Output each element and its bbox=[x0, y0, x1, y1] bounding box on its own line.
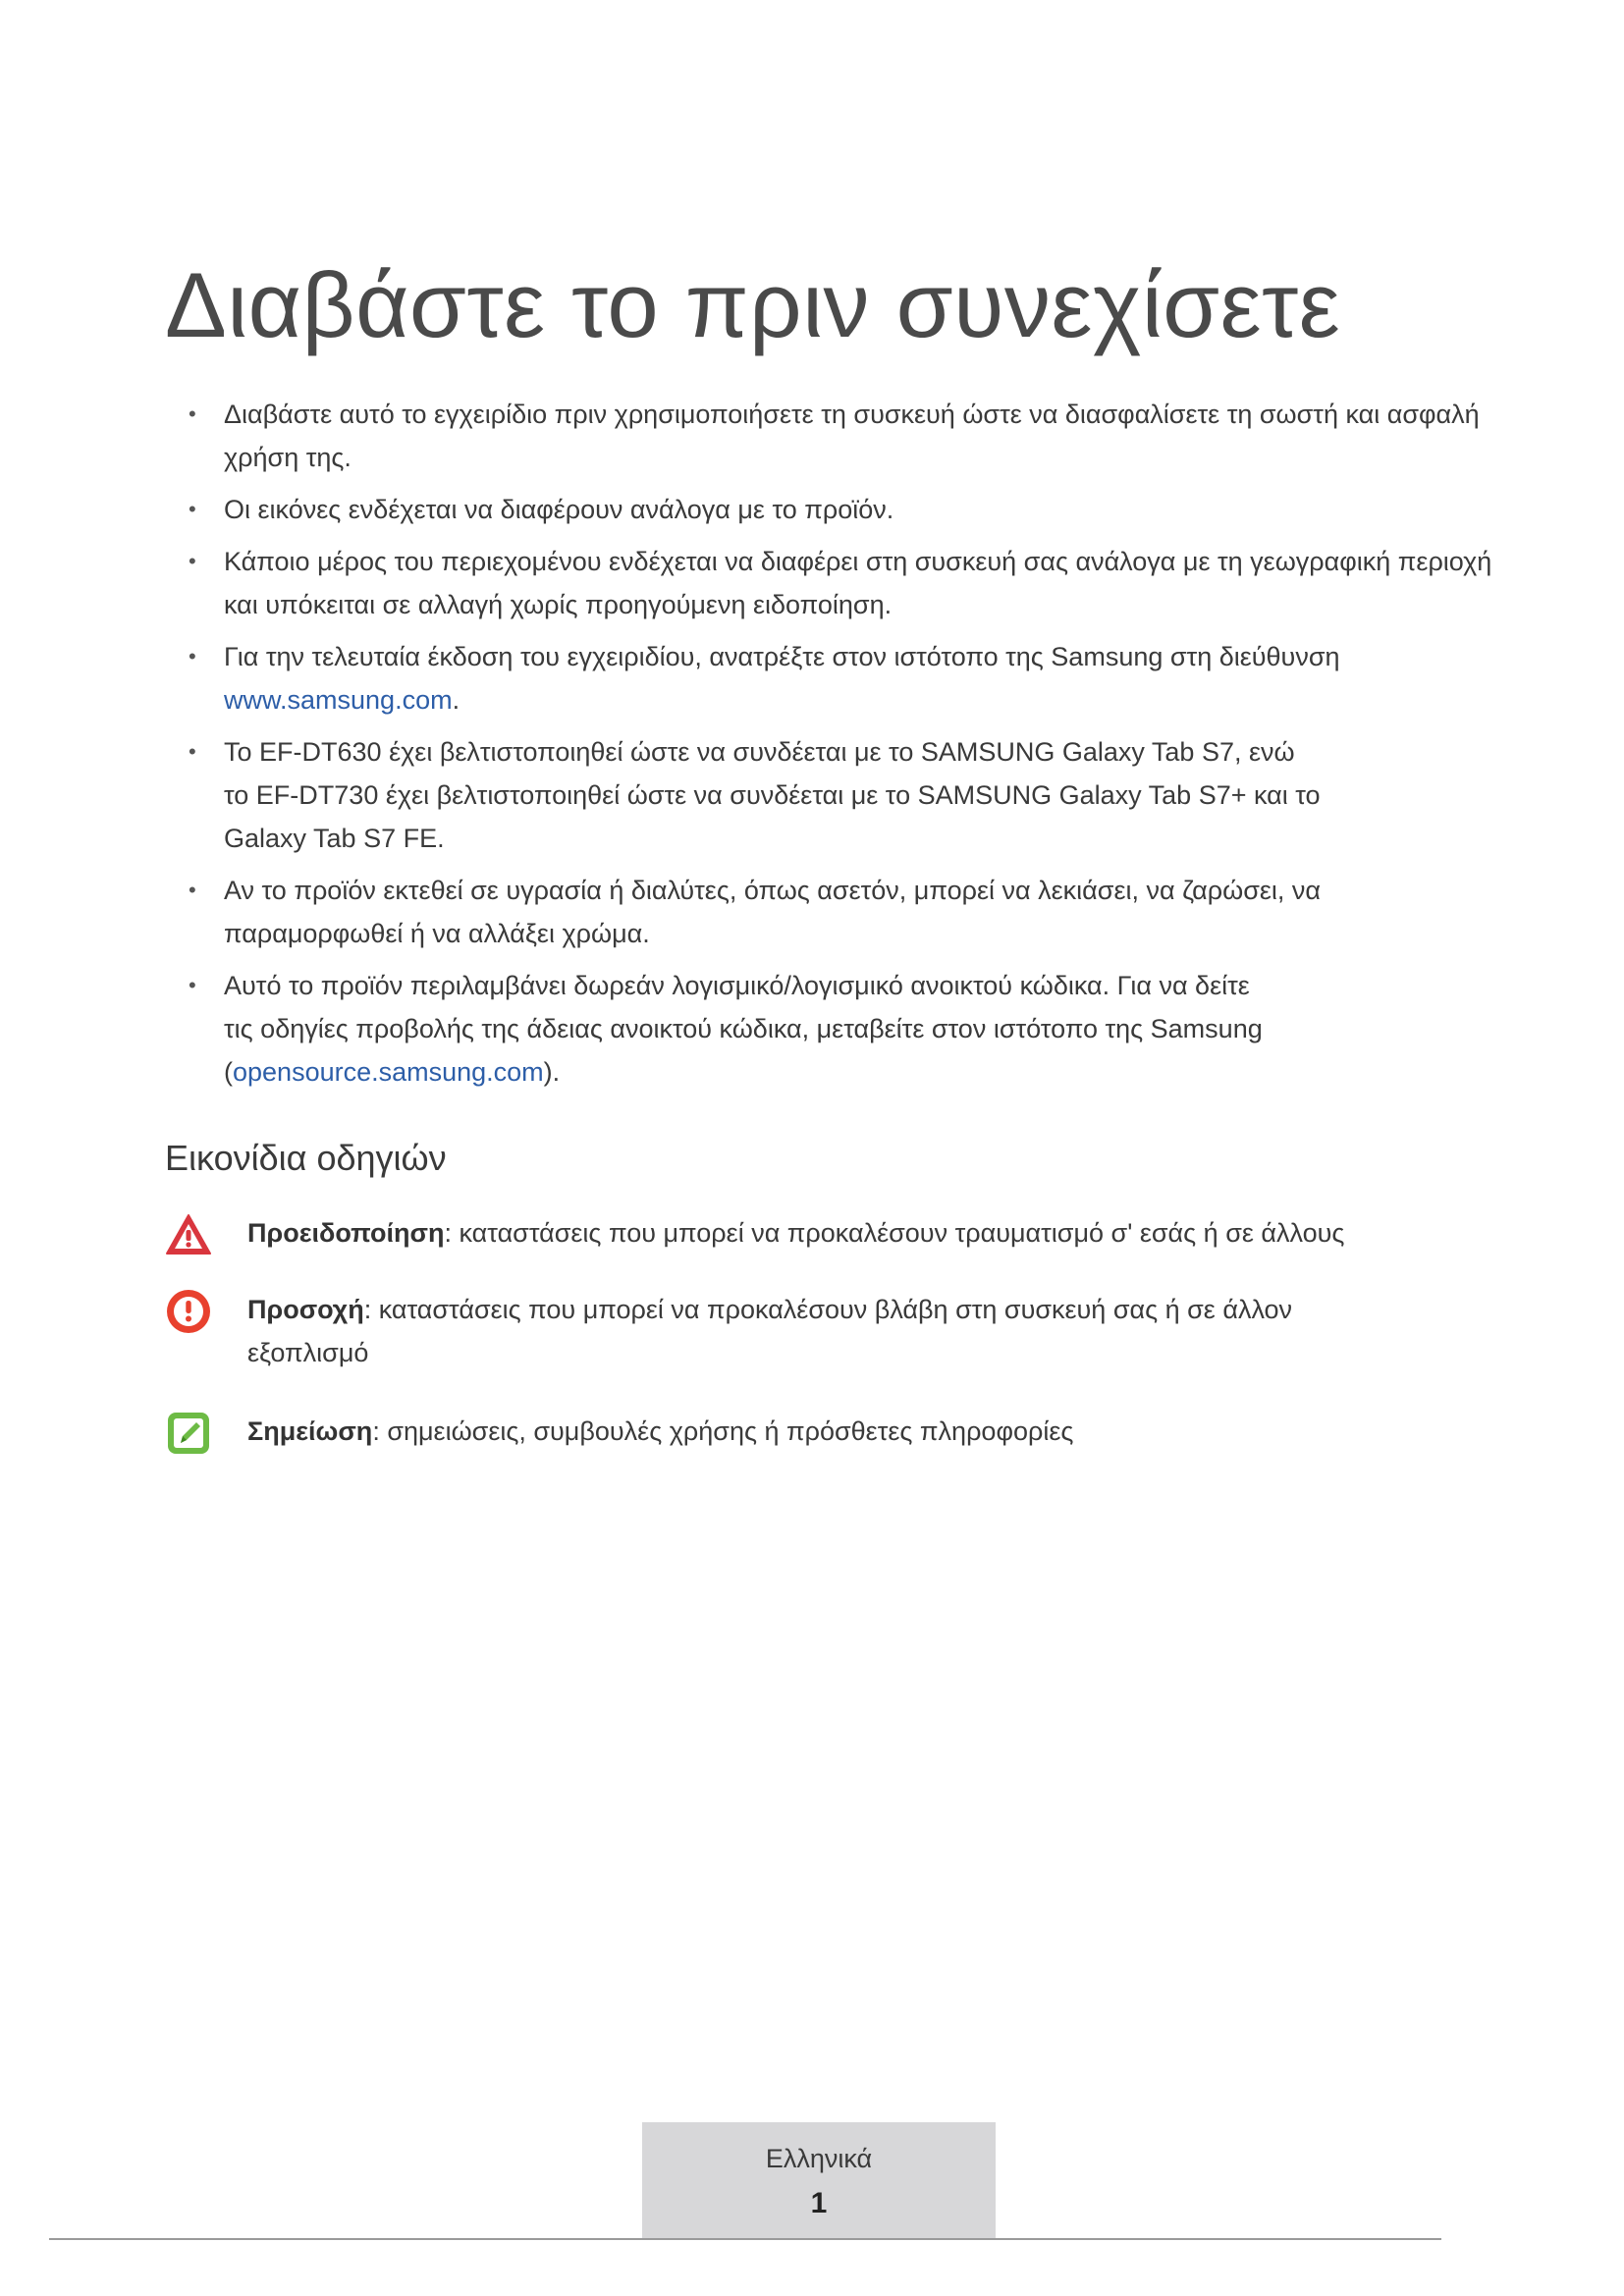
bullet-line: Το EF-DT630 έχει βελτιστοποιηθεί ώστε να συνδέεται με το SAMSUNG Galaxy Tab S7, ενώ bbox=[224, 737, 1295, 767]
bullet-dot: • bbox=[189, 644, 196, 668]
icon-desc: : καταστάσεις που μπορεί να προκαλέσουν βλάβη στη συσκευή σας ή σε άλλον bbox=[363, 1295, 1293, 1324]
page-title: Διαβάστε το πριν συνεχίσετε bbox=[165, 253, 1341, 356]
bullet-dot: • bbox=[189, 739, 196, 764]
bullet-text-end: . bbox=[452, 685, 460, 715]
icon-description bbox=[247, 1410, 1455, 1453]
bullet-text-end: ). bbox=[543, 1057, 561, 1087]
footer-divider bbox=[49, 2238, 1441, 2240]
bullet-line: το EF-DT730 έχει βελτιστοποιηθεί ώστε να συνδέεται με το SAMSUNG Galaxy Tab S7+ και το bbox=[224, 780, 1321, 810]
bullet-dot: • bbox=[189, 401, 196, 426]
bullet-dot: • bbox=[189, 973, 196, 997]
note-pencil-icon bbox=[165, 1410, 212, 1457]
bullet-line: Αυτό το προϊόν περιλαμβάνει δωρεάν λογισμικό/λογισμικό ανοικτού κώδικα. Για να δείτε bbox=[224, 971, 1250, 1000]
icon-term: Προσοχή bbox=[247, 1295, 364, 1324]
icon-term: Προειδοποίηση bbox=[247, 1218, 445, 1248]
bullet-line: τις οδηγίες προβολής της άδειας ανοικτού κώδικα, μεταβείτε στον ιστότοπο της Samsung bbox=[224, 1014, 1263, 1043]
bullet-line: Galaxy Tab S7 FE. bbox=[224, 824, 445, 853]
icon-term: Σημείωση bbox=[247, 1416, 373, 1446]
list-item bbox=[189, 488, 1500, 531]
bullet-dot: • bbox=[189, 497, 196, 521]
samsung-link[interactable]: www.samsung.com bbox=[224, 685, 453, 715]
bullet-text: Αν το προϊόν εκτεθεί σε υγρασία ή διαλύτες, όπως ασετόν, μπορεί να λεκιάσει, να ζαρώσει, να παραμορφωθεί ή να αλλάξει χρώμα. bbox=[224, 876, 1322, 948]
opensource-link[interactable]: opensource.samsung.com bbox=[233, 1057, 544, 1087]
icon-description bbox=[247, 1211, 1455, 1255]
list-item bbox=[189, 540, 1500, 626]
footer-tab bbox=[642, 2122, 996, 2238]
bullet-text: Διαβάστε αυτό το εγχειρίδιο πριν χρησιμοποιήσετε τη συσκευή ώστε να διασφαλίσετε τη σωστή και ασφαλή χρήση της. bbox=[224, 400, 1480, 472]
icon-description bbox=[247, 1288, 1455, 1374]
bullet-dot: • bbox=[189, 878, 196, 902]
list-item bbox=[189, 964, 1500, 1094]
bullet-list bbox=[189, 393, 1500, 1102]
icon-desc: εξοπλισμό bbox=[247, 1338, 369, 1367]
list-item bbox=[189, 635, 1500, 721]
bullet-dot: • bbox=[189, 549, 196, 573]
bullet-text: ( bbox=[224, 1057, 233, 1087]
list-item bbox=[189, 869, 1500, 955]
bullet-text: Οι εικόνες ενδέχεται να διαφέρουν ανάλογα με το προϊόν. bbox=[224, 495, 894, 524]
icon-desc: : σημειώσεις, συμβουλές χρήσης ή πρόσθετες πληροφορίες bbox=[372, 1416, 1074, 1446]
icon-desc: : καταστάσεις που μπορεί να προκαλέσουν τραυματισμό σ' εσάς ή σε άλλους bbox=[444, 1218, 1345, 1248]
list-item bbox=[189, 730, 1500, 860]
page-number: 1 bbox=[810, 2187, 828, 2219]
bullet-text: Για την τελευταία έκδοση του εγχειριδίου, ανατρέξτε στον ιστότοπο της Samsung στη διεύθυνση bbox=[224, 642, 1340, 671]
warning-triangle-icon bbox=[165, 1211, 212, 1258]
section-title: Εικονίδια οδηγιών bbox=[165, 1138, 447, 1178]
footer-language: Ελληνικά bbox=[765, 2144, 873, 2173]
caution-circle-icon bbox=[165, 1288, 212, 1335]
bullet-text: Κάποιο μέρος του περιεχομένου ενδέχεται να διαφέρει στη συσκευή σας ανάλογα με τη γεωγραφική περιοχή και υπόκειται σε αλλαγή χωρίς προηγούμενη ειδοποίηση. bbox=[224, 547, 1492, 619]
list-item bbox=[189, 393, 1500, 479]
